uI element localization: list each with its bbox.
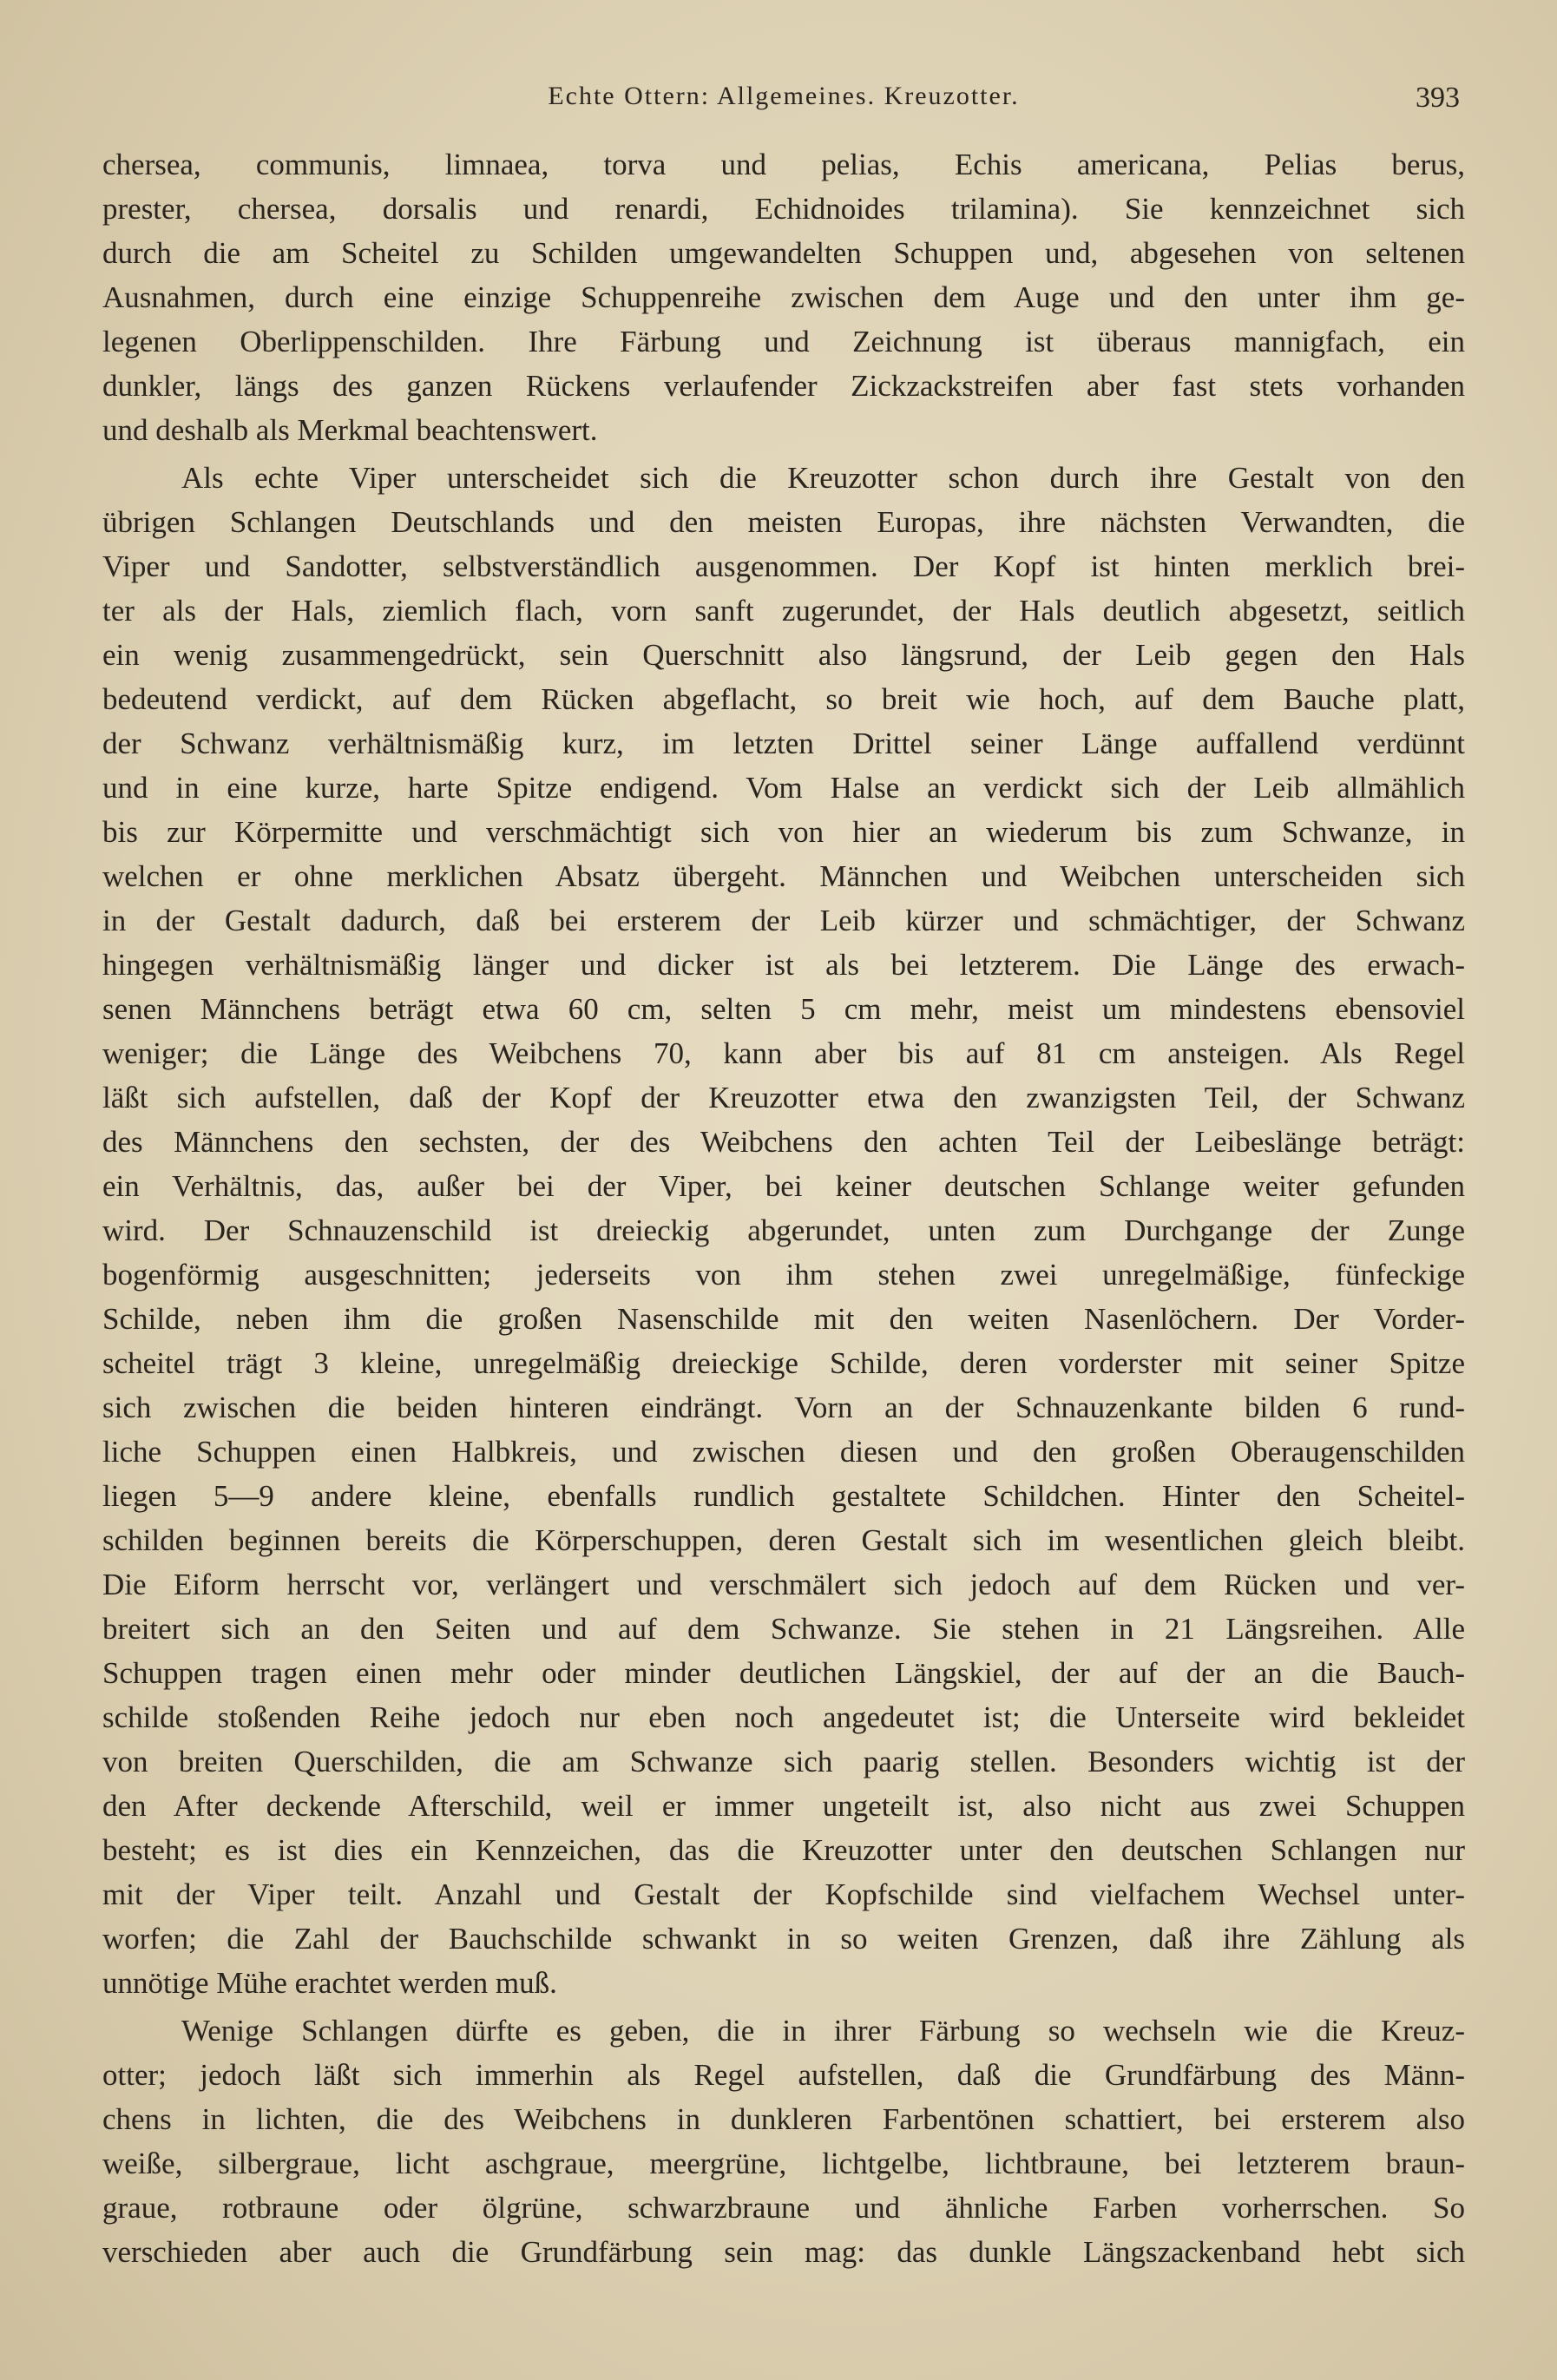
text-line: Wenige Schlangen dürfte es geben, die in ihrer Färbung so wechseln wie die Kreuz- xyxy=(181,2014,1465,2048)
text-line: verschieden aber auch die Grundfärbung sein mag: das dunkle Längszackenband hebt sich xyxy=(102,2235,1465,2269)
running-head: Echte Ottern: Allgemeines. Kreuzotter. xyxy=(548,82,1020,110)
text-line: durch die am Scheitel zu Schilden umgewandelten Schuppen und, abgesehen von seltenen xyxy=(102,236,1465,270)
text-line: besteht; es ist dies ein Kennzeichen, das die Kreuzotter unter den deutschen Schlangen nur xyxy=(102,1833,1465,1867)
body-text xyxy=(102,142,1465,2278)
text-line: weiße, silbergraue, licht aschgraue, meergrüne, lichtgelbe, lichtbraune, bei letzterem braun- xyxy=(102,2147,1465,2180)
text-line: wird. Der Schnauzenschild ist dreieckig abgerundet, unten zum Durchgange der Zunge xyxy=(102,1213,1465,1247)
text-line: Schilde, neben ihm die großen Nasenschilde mit den weiten Nasenlöchern. Der Vorder- xyxy=(102,1302,1465,1336)
page-number: 393 xyxy=(1416,82,1460,114)
text-line: bedeutend verdickt, auf dem Rücken abgeflacht, so breit wie hoch, auf dem Bauche platt, xyxy=(102,682,1465,716)
text-line: dunkler, längs des ganzen Rückens verlaufender Zickzackstreifen aber fast stets vorhanden xyxy=(102,369,1465,403)
paragraph xyxy=(102,456,1465,2005)
text-line: ein wenig zusammengedrückt, sein Querschnitt also längsrund, der Leib gegen den Hals xyxy=(102,638,1465,672)
text-line: in der Gestalt dadurch, daß bei ersterem der Leib kürzer und schmächtiger, der Schwanz xyxy=(102,904,1465,937)
text-line: Ausnahmen, durch eine einzige Schuppenreihe zwischen dem Auge und den unter ihm ge- xyxy=(102,280,1465,314)
text-line: unnötige Mühe erachtet werden muß. xyxy=(102,1966,557,2000)
text-line: Als echte Viper unterscheidet sich die Kreuzotter schon durch ihre Gestalt von den xyxy=(181,461,1465,495)
text-line: schilde stoßenden Reihe jedoch nur eben noch angedeutet ist; die Unterseite wird bekleidet xyxy=(102,1700,1465,1734)
paragraph xyxy=(102,2009,1465,2274)
text-line: mit der Viper teilt. Anzahl und Gestalt der Kopfschilde sind vielfachem Wechsel unter- xyxy=(102,1877,1465,1911)
text-line: graue, rotbraune oder ölgrüne, schwarzbraune und ähnliche Farben vorherrschen. So xyxy=(102,2191,1465,2225)
text-line: Viper und Sandotter, selbstverständlich ausgenommen. Der Kopf ist hinten merklich brei- xyxy=(102,549,1465,583)
text-line: scheitel trägt 3 kleine, unregelmäßig dreieckige Schilde, deren vorderster mit seiner Spitze xyxy=(102,1346,1465,1380)
text-line: Die Eiform herrscht vor, verlängert und verschmälert sich jedoch auf dem Rücken und ver- xyxy=(102,1568,1465,1601)
text-line: ter als der Hals, ziemlich flach, vorn sanft zugerundet, der Hals deutlich abgesetzt, seitlich xyxy=(102,594,1465,628)
text-line: Schuppen tragen einen mehr oder minder deutlichen Längskiel, der auf der an die Bauch- xyxy=(102,1656,1465,1690)
text-line: weniger; die Länge des Weibchens 70, kann aber bis auf 81 cm ansteigen. Als Regel xyxy=(102,1036,1465,1070)
text-line: und deshalb als Merkmal beachtenswert. xyxy=(102,413,598,447)
text-line: bogenförmig ausgeschnitten; jederseits von ihm stehen zwei unregelmäßige, fünfeckige xyxy=(102,1258,1465,1292)
text-line: bis zur Körpermitte und verschmächtigt sich von hier an wiederum bis zum Schwanze, in xyxy=(102,815,1465,849)
text-line: chersea, communis, limnaea, torva und pelias, Echis americana, Pelias berus, xyxy=(102,148,1465,181)
text-line: übrigen Schlangen Deutschlands und den meisten Europas, ihre nächsten Verwandten, die xyxy=(102,505,1465,539)
text-line: liegen 5—9 andere kleine, ebenfalls rundlich gestaltete Schildchen. Hinter den Scheitel- xyxy=(102,1479,1465,1513)
text-line: senen Männchens beträgt etwa 60 cm, selten 5 cm mehr, meist um mindestens ebensoviel xyxy=(102,992,1465,1026)
text-line: schilden beginnen bereits die Körperschuppen, deren Gestalt sich im wesentlichen gleich bleibt. xyxy=(102,1523,1465,1557)
text-line: sich zwischen die beiden hinteren eindrängt. Vorn an der Schnauzenkante bilden 6 rund- xyxy=(102,1391,1465,1424)
text-line: des Männchens den sechsten, der des Weibchens den achten Teil der Leibeslänge beträgt: xyxy=(102,1125,1465,1159)
text-line: otter; jedoch läßt sich immerhin als Regel aufstellen, daß die Grundfärbung des Männ- xyxy=(102,2058,1465,2092)
text-line: und in eine kurze, harte Spitze endigend. Vom Halse an verdickt sich der Leib allmählich xyxy=(102,771,1465,805)
text-line: läßt sich aufstellen, daß der Kopf der Kreuzotter etwa den zwanzigsten Teil, der Schwanz xyxy=(102,1081,1465,1114)
text-line: den After deckende Afterschild, weil er immer ungeteilt ist, also nicht aus zwei Schuppen xyxy=(102,1789,1465,1823)
paragraph xyxy=(102,142,1465,452)
text-line: chens in lichten, die des Weibchens in dunkleren Farbentönen schattiert, bei ersterem also xyxy=(102,2102,1465,2136)
text-line: worfen; die Zahl der Bauchschilde schwankt in so weiten Grenzen, daß ihre Zählung als xyxy=(102,1922,1465,1956)
text-line: ein Verhältnis, das, außer bei der Viper, bei keiner deutschen Schlange weiter gefunden xyxy=(102,1169,1465,1203)
text-line: der Schwanz verhältnismäßig kurz, im letzten Drittel seiner Länge auffallend verdünnt xyxy=(102,726,1465,760)
text-line: welchen er ohne merklichen Absatz übergeht. Männchen und Weibchen unterscheiden sich xyxy=(102,859,1465,893)
text-line: hingegen verhältnismäßig länger und dicker ist als bei letzterem. Die Länge des erwach- xyxy=(102,948,1465,982)
text-line: von breiten Querschilden, die am Schwanze sich paarig stellen. Besonders wichtig ist der xyxy=(102,1745,1465,1778)
page-header xyxy=(102,76,1465,116)
text-line: legenen Oberlippenschilden. Ihre Färbung und Zeichnung ist überaus mannigfach, ein xyxy=(102,325,1465,358)
text-line: prester, chersea, dorsalis und renardi, Echidnoides trilamina). Sie kennzeichnet sich xyxy=(102,192,1465,226)
text-line: liche Schuppen einen Halbkreis, und zwischen diesen und den großen Oberaugenschilden xyxy=(102,1435,1465,1469)
text-line: breitert sich an den Seiten und auf dem Schwanze. Sie stehen in 21 Längsreihen. Alle xyxy=(102,1612,1465,1646)
